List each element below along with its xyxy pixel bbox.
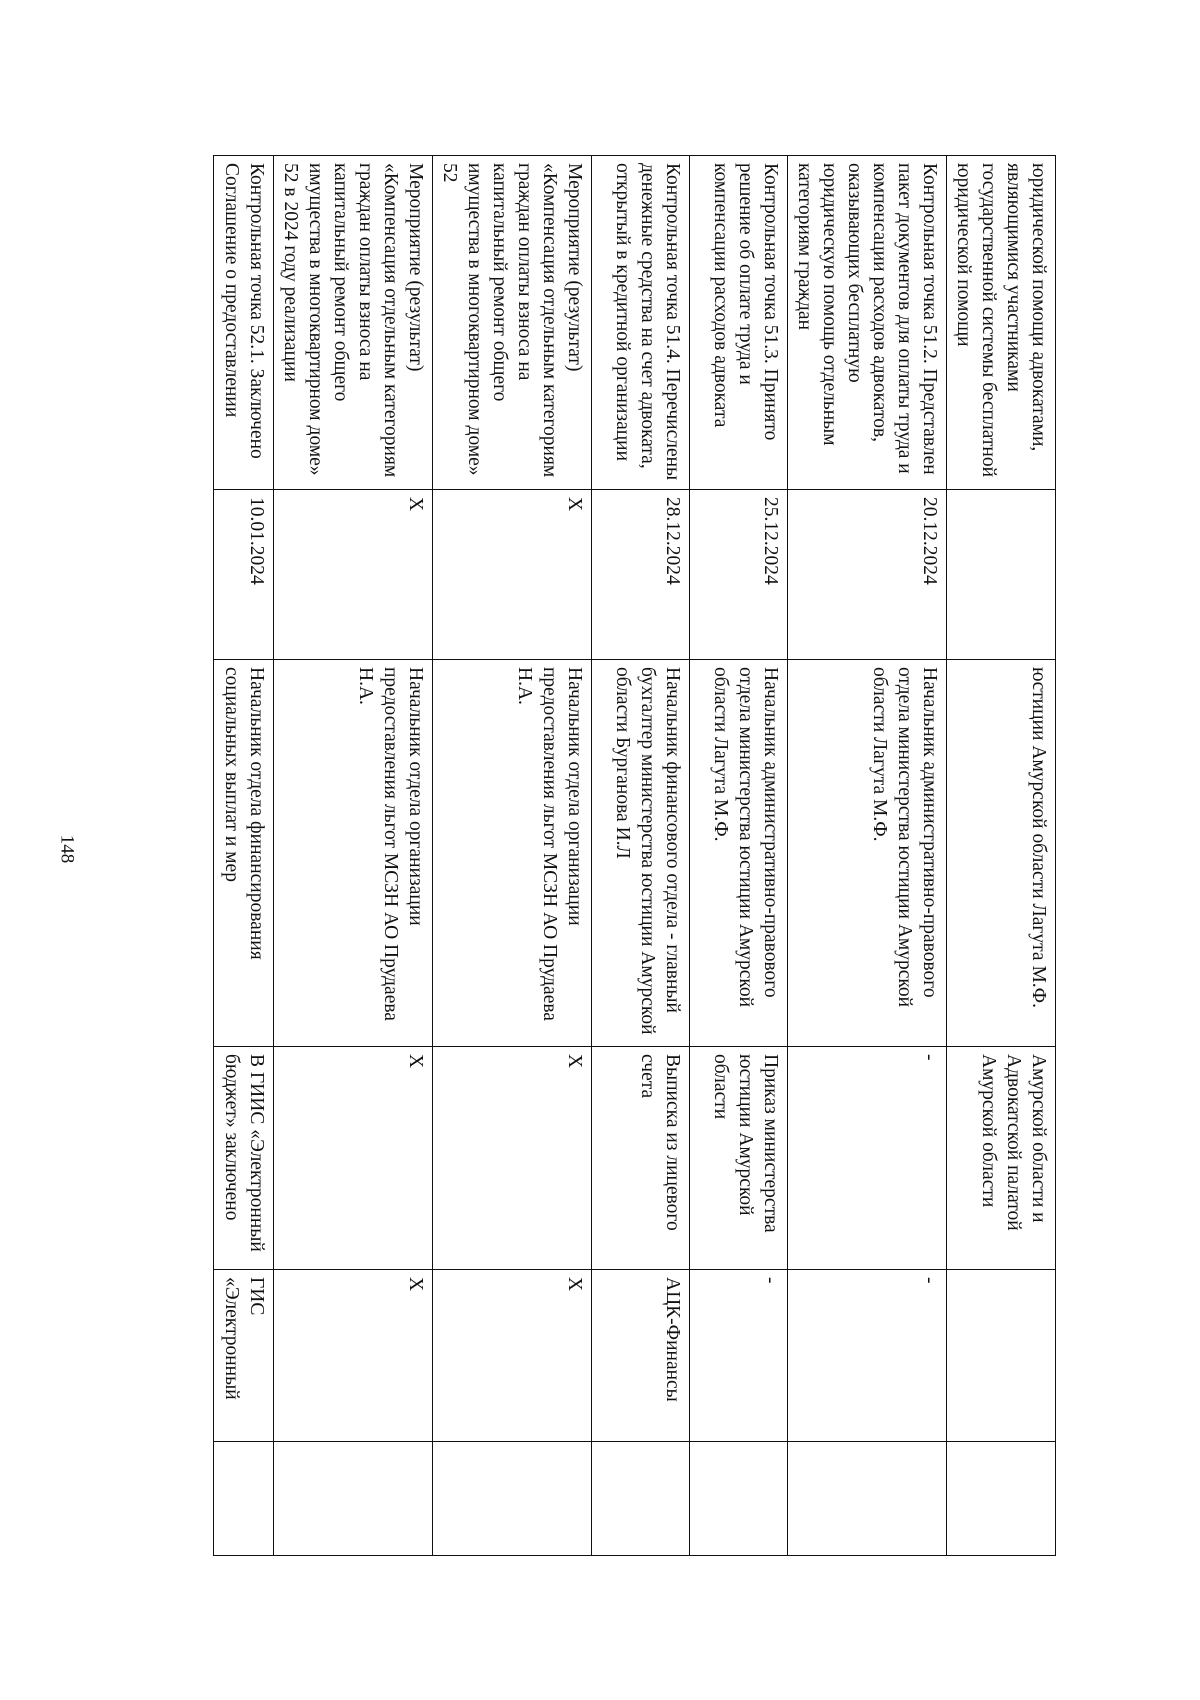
system-cell: - xyxy=(788,1270,947,1442)
date-cell: 20.12.2024 xyxy=(788,490,947,660)
document-cell: В ГИИС «Электронный бюджет» заключено xyxy=(214,1047,274,1270)
event-cell: юридической помощи адвокатами, являющимися участниками государственной системы бесплатной юридической помощи xyxy=(947,156,1056,490)
event-cell: Мероприятие (результат) «Компенсация отдельным категориям граждан оплаты взноса на капитальный ремонт общего имущества в многоквартирном доме» 52 в 2024 году реализации xyxy=(274,156,433,490)
table-row xyxy=(274,156,433,1556)
system-cell xyxy=(947,1270,1056,1442)
system-cell: Х xyxy=(274,1270,433,1442)
page-number: 148 xyxy=(56,834,78,864)
empty-cell xyxy=(788,1442,947,1556)
responsible-cell: юстиции Амурской области Лагута М.Ф. xyxy=(947,660,1056,1047)
table-row xyxy=(947,156,1056,1556)
date-cell: Х xyxy=(433,490,592,660)
rotated-page-wrapper xyxy=(186,155,1056,1555)
responsible-cell: Начальник отдела организации предоставления льгот МСЗН АО Прудаева Н.А. xyxy=(274,660,433,1047)
document-cell: Приказ министерства юстиции Амурской области xyxy=(690,1047,788,1270)
empty-cell xyxy=(214,1442,274,1556)
document-cell: Х xyxy=(433,1047,592,1270)
document-cell: Х xyxy=(274,1047,433,1270)
event-cell: Контрольная точка 51.2. Представлен пакет документов для оплаты труда и компенсации расходов адвокатов, оказывающих бесплатную юридическую помощь отдельным категориям граждан xyxy=(788,156,947,490)
event-cell: Контрольная точка 51.3. Принято решение об оплате труда и компенсации расходов адвоката xyxy=(690,156,788,490)
responsible-cell: Начальник административно-правового отдела министерства юстиции Амурской области Лагута М.Ф. xyxy=(690,660,788,1047)
responsible-cell: Начальник финансового отдела - главный бухгалтер министерства юстиции Амурской области Бурганова И.Л xyxy=(592,660,690,1047)
empty-cell xyxy=(274,1442,433,1556)
empty-cell xyxy=(592,1442,690,1556)
date-cell: 28.12.2024 xyxy=(592,490,690,660)
plan-table xyxy=(213,155,1056,1556)
date-cell: 25.12.2024 xyxy=(690,490,788,660)
system-cell: - xyxy=(690,1270,788,1442)
document-cell: Амурской области и Адвокатской палатой Амурской области xyxy=(947,1047,1056,1270)
date-cell: 10.01.2024 xyxy=(214,490,274,660)
event-cell: Контрольная точка 52.1. Заключено Соглашение о предоставлении xyxy=(214,156,274,490)
empty-cell xyxy=(690,1442,788,1556)
table-row xyxy=(214,156,274,1556)
empty-cell xyxy=(947,1442,1056,1556)
system-cell: Х xyxy=(433,1270,592,1442)
event-cell: Мероприятие (результат) «Компенсация отдельным категориям граждан оплаты взноса на капитальный ремонт общего имущества в многоквартирном доме» 52 xyxy=(433,156,592,490)
table-row xyxy=(788,156,947,1556)
date-cell xyxy=(947,490,1056,660)
rotated-content xyxy=(186,155,1056,1555)
table-row xyxy=(690,156,788,1556)
system-cell: ГИС «Электронный xyxy=(214,1270,274,1442)
system-cell: АЦК-Финансы xyxy=(592,1270,690,1442)
document-cell: Выписка из лицевого счета xyxy=(592,1047,690,1270)
date-cell: Х xyxy=(274,490,433,660)
document-cell: - xyxy=(788,1047,947,1270)
table-row xyxy=(592,156,690,1556)
event-cell: Контрольная точка 51.4. Перечислены денежные средства на счет адвоката, открытый в кредитной организации xyxy=(592,156,690,490)
responsible-cell: Начальник административно-правового отдела министерства юстиции Амурской области Лагута М.Ф. xyxy=(788,660,947,1047)
empty-cell xyxy=(433,1442,592,1556)
responsible-cell: Начальник отдела финансирования социальных выплат и мер xyxy=(214,660,274,1047)
responsible-cell: Начальник отдела организации предоставления льгот МСЗН АО Прудаева Н.А. xyxy=(433,660,592,1047)
table-row xyxy=(433,156,592,1556)
